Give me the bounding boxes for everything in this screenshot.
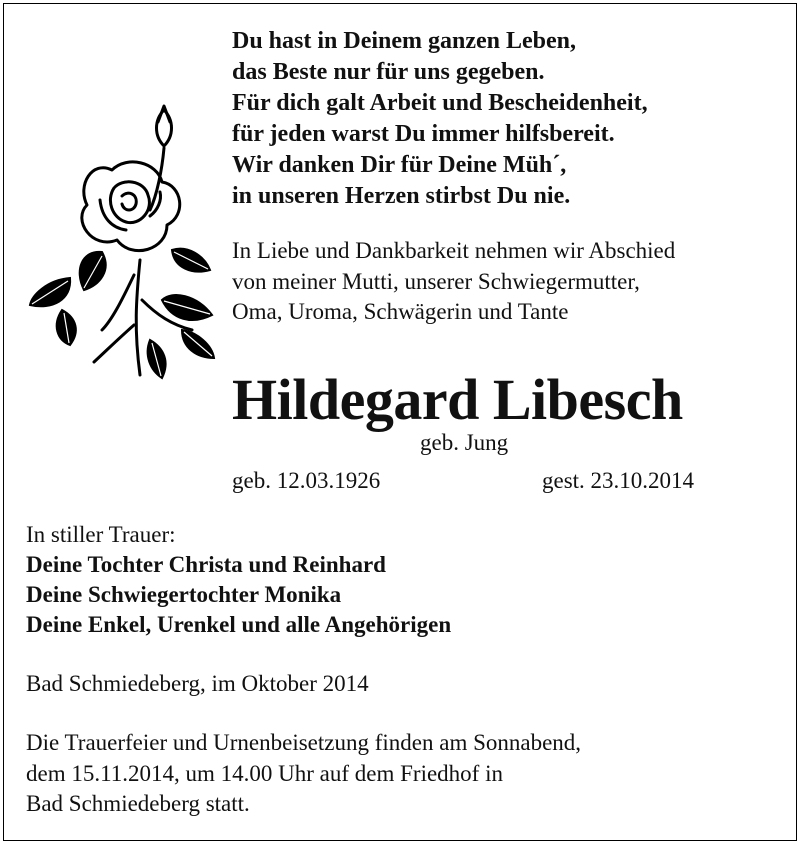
mourners-intro: In stiller Trauer: <box>26 522 176 547</box>
intro-line: von meiner Mutti, unserer Schwiegermutter, <box>232 268 640 294</box>
poem-line: in unseren Herzen stirbst Du nie. <box>232 183 571 209</box>
poem-line: Für dich galt Arbeit und Bescheidenheit, <box>232 90 648 116</box>
mourners <box>26 520 451 640</box>
death-date: gest. 23.10.2014 <box>542 468 695 493</box>
mourner-line: Deine Schwiegertochter Monika <box>26 582 342 607</box>
mourner-line: Deine Tochter Christa und Reinhard <box>26 552 386 577</box>
poem-line: für jeden warst Du immer hilfsbereit. <box>232 121 615 147</box>
mourner-line: Deine Enkel, Urenkel und alle Angehörigen <box>26 612 452 637</box>
poem-line: Wir danken Dir für Deine Müh´, <box>232 152 567 178</box>
poem-line: Du hast in Deinem ganzen Leben, <box>232 28 577 54</box>
funeral-info <box>26 728 581 820</box>
place-date: Bad Schmiedeberg, im Oktober 2014 <box>26 671 369 696</box>
birth-date: geb. 12.03.1926 <box>232 468 381 493</box>
obituary-notice <box>3 3 797 841</box>
intro-line: Oma, Uroma, Schwägerin und Tante <box>232 299 569 324</box>
funeral-line: Die Trauerfeier und Urnenbeisetzung finden am Sonnabend, <box>26 730 582 755</box>
deceased-name: Hildegard Libesch <box>232 367 683 432</box>
maiden-name: geb. Jung <box>420 430 509 455</box>
intro-line: In Liebe und Dankbarkeit nehmen wir Abschied <box>232 238 676 263</box>
farewell-intro <box>232 236 675 328</box>
poem <box>232 26 648 212</box>
funeral-line: dem 15.11.2014, um 14.00 Uhr auf dem Friedhof in <box>26 760 503 786</box>
rose-icon <box>22 100 222 390</box>
poem-line: das Beste nur für uns gegeben. <box>232 59 545 85</box>
funeral-line: Bad Schmiedeberg statt. <box>26 791 250 816</box>
